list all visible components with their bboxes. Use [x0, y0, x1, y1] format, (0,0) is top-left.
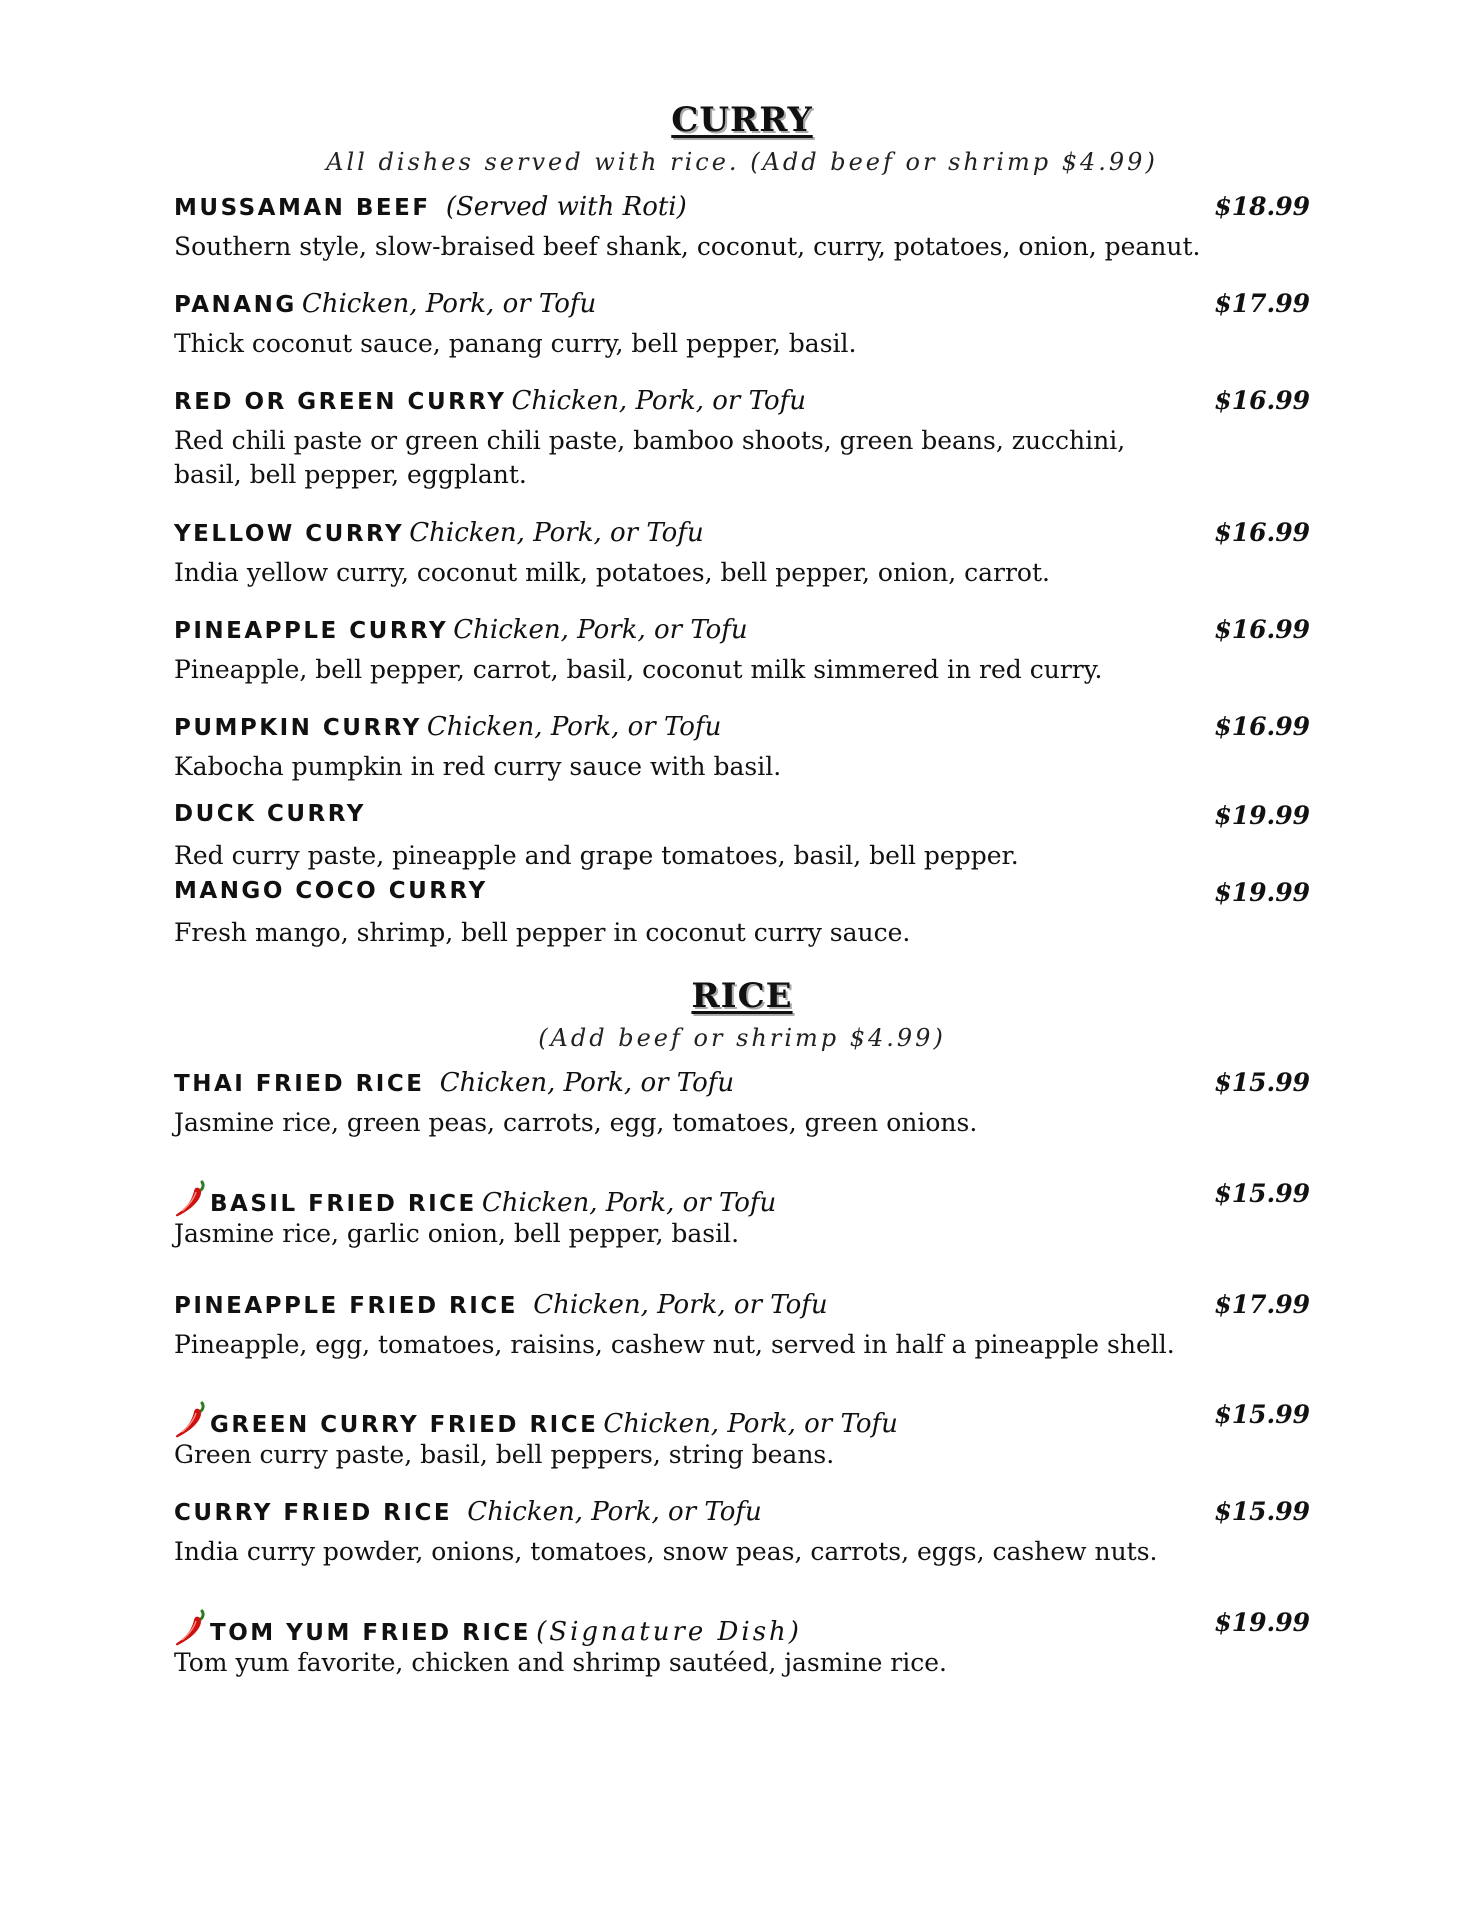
- item-name: RED OR GREEN CURRY: [174, 389, 507, 415]
- chili-pepper-icon: [174, 1179, 208, 1219]
- item-name: CURRY FRIED RICE: [174, 1500, 453, 1526]
- menu-item: [174, 615, 1310, 687]
- item-description: Southern style, slow-braised beef shank, coconut, curry, potatoes, onion, peanut.: [174, 232, 1201, 261]
- item-price: $16.99: [1214, 712, 1310, 741]
- item-description: Thick coconut sauce, panang curry, bell pepper, basil.: [174, 329, 857, 358]
- menu-item: [174, 712, 1310, 784]
- item-option: Chicken, Pork, or Tofu: [301, 289, 597, 319]
- item-name: TOM YUM FRIED RICE: [210, 1620, 532, 1646]
- menu-item: [174, 1179, 1310, 1251]
- item-option: Chicken, Pork, or Tofu: [453, 615, 748, 645]
- item-price: $15.99: [1214, 1179, 1310, 1208]
- menu-item: [174, 801, 1310, 873]
- item-price: $15.99: [1214, 1400, 1310, 1429]
- item-description: Red chili paste or green chili paste, bamboo shoots, green beans, zucchini,: [174, 426, 1126, 455]
- item-name: PANANG: [174, 292, 297, 318]
- item-name: THAI FRIED RICE: [174, 1071, 425, 1097]
- item-option: Chicken, Pork, or Tofu: [467, 1497, 762, 1527]
- item-name: PINEAPPLE CURRY: [174, 618, 449, 644]
- menu-item: [174, 289, 1310, 361]
- item-option: Chicken, Pork, or Tofu: [426, 712, 722, 742]
- item-name: GREEN CURRY FRIED RICE: [210, 1412, 599, 1438]
- item-option: (Served with Roti): [445, 192, 687, 222]
- menu-item: [174, 1608, 1310, 1680]
- item-option: Chicken, Pork, or Tofu: [603, 1409, 898, 1439]
- item-name: YELLOW CURRY: [174, 521, 405, 547]
- item-name: MUSSAMAN BEEF: [174, 195, 431, 221]
- menu-item: [174, 1290, 1310, 1362]
- item-description: Kabocha pumpkin in red curry sauce with basil.: [174, 752, 782, 781]
- item-option: (Signature Dish): [536, 1617, 802, 1647]
- item-description: Tom yum favorite, chicken and shrimp sautéed, jasmine rice.: [174, 1648, 947, 1677]
- section-subtitle-rice: (Add beef or shrimp $4.99): [538, 1024, 946, 1052]
- item-option: Chicken, Pork, or Tofu: [439, 1068, 735, 1098]
- item-price: $16.99: [1214, 518, 1310, 547]
- menu-item: [174, 192, 1310, 264]
- item-name: BASIL FRIED RICE: [210, 1191, 477, 1217]
- section-title-rice: RICE: [691, 976, 793, 1016]
- item-price: $19.99: [1214, 801, 1310, 830]
- item-price: $18.99: [1214, 192, 1310, 221]
- item-price: $19.99: [1214, 878, 1310, 907]
- item-option: Chicken, Pork, or Tofu: [511, 386, 806, 416]
- item-option: Chicken, Pork, or Tofu: [409, 518, 704, 548]
- item-price: $17.99: [1214, 289, 1310, 318]
- item-description: India curry powder, onions, tomatoes, snow peas, carrots, eggs, cashew nuts.: [174, 1537, 1158, 1566]
- chili-pepper-icon: [174, 1608, 208, 1648]
- menu-item: [174, 386, 1310, 492]
- item-price: $15.99: [1214, 1497, 1310, 1526]
- menu-item: [174, 1497, 1310, 1569]
- item-name: PUMPKIN CURRY: [174, 715, 422, 741]
- item-description: Red curry paste, pineapple and grape tomatoes, basil, bell pepper.: [174, 841, 1019, 870]
- item-description: Jasmine rice, green peas, carrots, egg, tomatoes, green onions.: [174, 1108, 978, 1137]
- menu-item: [174, 878, 1310, 950]
- item-name: DUCK CURRY: [174, 801, 366, 827]
- item-description: basil, bell pepper, eggplant.: [174, 460, 527, 489]
- item-option: Chicken, Pork, or Tofu: [533, 1290, 828, 1320]
- item-price: $16.99: [1214, 615, 1310, 644]
- item-price: $16.99: [1214, 386, 1310, 415]
- item-description: Green curry paste, basil, bell peppers, string beans.: [174, 1440, 835, 1469]
- item-option: Chicken, Pork, or Tofu: [481, 1188, 777, 1218]
- menu-item: [174, 1068, 1310, 1140]
- menu-item: [174, 518, 1310, 590]
- item-description: India yellow curry, coconut milk, potatoes, bell pepper, onion, carrot.: [174, 558, 1050, 587]
- chili-pepper-icon: [174, 1400, 208, 1440]
- item-description: Jasmine rice, garlic onion, bell pepper, basil.: [174, 1219, 740, 1248]
- item-name: MANGO COCO CURRY: [174, 878, 488, 904]
- item-price: $15.99: [1214, 1068, 1310, 1097]
- section-title-curry: CURRY: [671, 100, 813, 140]
- section-subtitle-curry: All dishes served with rice. (Add beef or shrimp $4.99): [326, 148, 1158, 176]
- item-price: $19.99: [1214, 1608, 1310, 1637]
- menu-item: [174, 1400, 1310, 1472]
- item-description: Pineapple, bell pepper, carrot, basil, coconut milk simmered in red curry.: [174, 655, 1103, 684]
- item-name: PINEAPPLE FRIED RICE: [174, 1293, 518, 1319]
- item-price: $17.99: [1214, 1290, 1310, 1319]
- item-description: Fresh mango, shrimp, bell pepper in coconut curry sauce.: [174, 918, 911, 947]
- item-description: Pineapple, egg, tomatoes, raisins, cashew nut, served in half a pineapple shell.: [174, 1330, 1175, 1359]
